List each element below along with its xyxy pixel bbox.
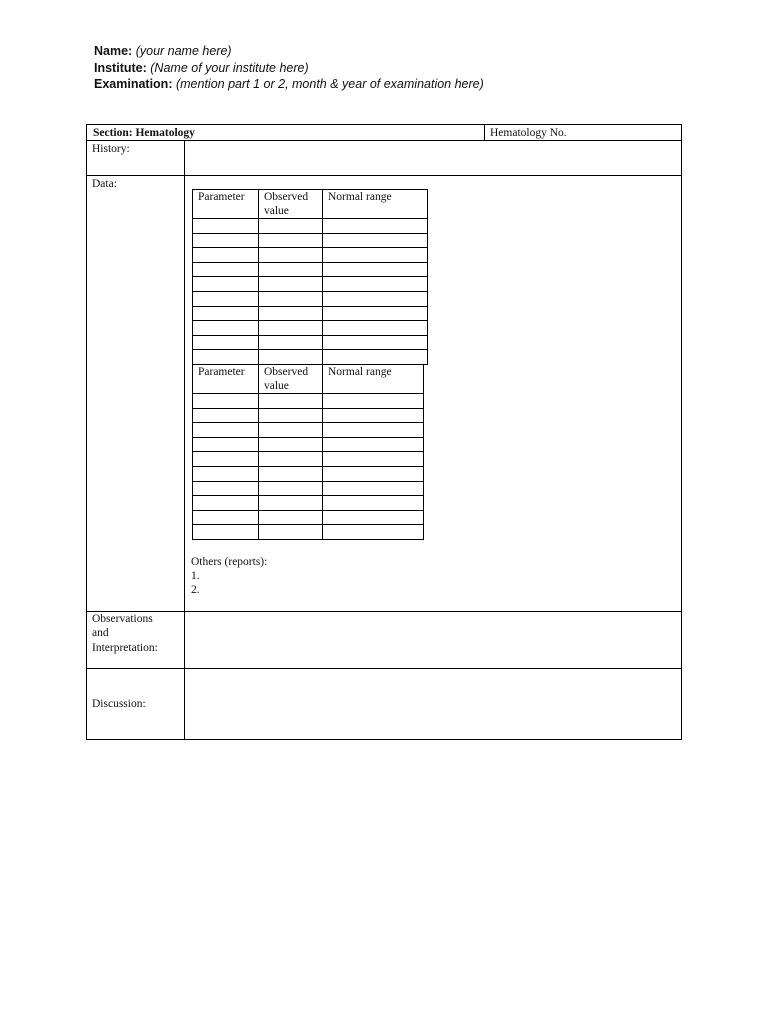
- table-cell: [259, 496, 323, 511]
- table-cell: [193, 423, 259, 438]
- table-row: [193, 248, 428, 263]
- table-2-body: [193, 394, 424, 540]
- table-row: [193, 291, 428, 306]
- observations-label-2: and: [92, 627, 109, 639]
- table-cell: [193, 437, 259, 452]
- table-cell: [193, 452, 259, 467]
- table-row: [193, 466, 424, 481]
- data-label: Data:: [92, 178, 117, 190]
- table-row: [193, 423, 424, 438]
- table-cell: [259, 335, 323, 350]
- table-cell: [193, 350, 259, 365]
- name-value: (your name here): [135, 44, 232, 58]
- table-cell: [193, 248, 259, 263]
- table-cell: [259, 219, 323, 234]
- table-row: [193, 350, 428, 365]
- table-cell: [259, 466, 323, 481]
- table-cell: [193, 335, 259, 350]
- table-cell: [323, 233, 428, 248]
- table-cell: [193, 219, 259, 234]
- col-observed-value: [259, 190, 323, 219]
- table-cell: [323, 262, 428, 277]
- divider-data-row: [86, 611, 682, 612]
- table-cell: [323, 248, 428, 263]
- others-item-2: 2.: [191, 584, 200, 596]
- parameter-table-1: [192, 189, 428, 365]
- col-observed-line2: value: [264, 205, 289, 217]
- hematology-no-label: Hematology No.: [490, 127, 567, 139]
- examination-value: (mention part 1 or 2, month & year of examination here): [175, 77, 484, 91]
- table-cell: [193, 262, 259, 277]
- table-cell: [259, 262, 323, 277]
- table-cell: [323, 277, 428, 292]
- table-cell: [323, 408, 424, 423]
- table-cell: [259, 291, 323, 306]
- institute-value: (Name of your institute here): [150, 61, 309, 75]
- table-cell: [323, 466, 424, 481]
- col-parameter: Parameter: [193, 365, 259, 394]
- table-cell: [193, 510, 259, 525]
- table-cell: [193, 481, 259, 496]
- name-line: [94, 43, 232, 59]
- table-row: [193, 335, 428, 350]
- table-cell: [323, 496, 424, 511]
- examination-label: Examination:: [94, 77, 173, 91]
- table-cell: [259, 452, 323, 467]
- observations-label-1: Observations: [92, 613, 153, 625]
- table-row: [193, 525, 424, 540]
- table-cell: [193, 408, 259, 423]
- history-label: History:: [92, 143, 130, 155]
- table-header-row: [193, 365, 424, 394]
- institute-line: [94, 60, 309, 76]
- section-label: Section: Hematology: [93, 127, 195, 139]
- discussion-label: Discussion:: [92, 698, 146, 710]
- institute-label: Institute:: [94, 61, 147, 75]
- table-cell: [323, 394, 424, 409]
- others-item-1: 1.: [191, 570, 200, 582]
- table-cell: [193, 233, 259, 248]
- table-cell: [259, 306, 323, 321]
- table-1-body: [193, 219, 428, 365]
- table-row: [193, 306, 428, 321]
- table-cell: [259, 248, 323, 263]
- table-cell: [259, 350, 323, 365]
- table-cell: [323, 350, 428, 365]
- table-cell: [323, 452, 424, 467]
- table-cell: [259, 394, 323, 409]
- table-row: [193, 437, 424, 452]
- table-cell: [323, 437, 424, 452]
- col-parameter: Parameter: [193, 190, 259, 219]
- table-cell: [193, 306, 259, 321]
- table-row: [193, 262, 428, 277]
- table-cell: [193, 394, 259, 409]
- col-observed-line2: value: [264, 380, 289, 392]
- table-cell: [259, 277, 323, 292]
- divider-history-row: [86, 175, 682, 176]
- table-row: [193, 510, 424, 525]
- table-cell: [193, 496, 259, 511]
- examination-line: [94, 76, 484, 92]
- table-cell: [259, 233, 323, 248]
- table-cell: [323, 306, 428, 321]
- divider-hematology-no: [484, 124, 485, 140]
- table-header-row: [193, 190, 428, 219]
- table-cell: [323, 321, 428, 336]
- table-cell: [323, 335, 428, 350]
- table-cell: [259, 423, 323, 438]
- table-cell: [323, 481, 424, 496]
- table-cell: [193, 525, 259, 540]
- table-row: [193, 496, 424, 511]
- table-cell: [323, 510, 424, 525]
- col-normal-range: Normal range: [323, 365, 424, 394]
- table-cell: [193, 321, 259, 336]
- table-cell: [193, 291, 259, 306]
- col-observed-value: [259, 365, 323, 394]
- table-row: [193, 408, 424, 423]
- parameter-table-2: [192, 364, 424, 540]
- table-row: [193, 452, 424, 467]
- table-cell: [259, 525, 323, 540]
- col-normal-range: Normal range: [323, 190, 428, 219]
- table-cell: [259, 510, 323, 525]
- table-row: [193, 394, 424, 409]
- others-reports-label: Others (reports):: [191, 556, 268, 568]
- divider-section-row: [86, 140, 682, 141]
- table-cell: [193, 277, 259, 292]
- divider-label-column: [184, 140, 185, 740]
- table-row: [193, 277, 428, 292]
- col-observed-line1: Observed: [264, 366, 309, 378]
- table-row: [193, 219, 428, 234]
- table-cell: [323, 525, 424, 540]
- table-cell: [259, 481, 323, 496]
- table-cell: [323, 219, 428, 234]
- table-cell: [323, 291, 428, 306]
- table-cell: [259, 437, 323, 452]
- table-row: [193, 321, 428, 336]
- table-cell: [259, 321, 323, 336]
- table-cell: [259, 408, 323, 423]
- table-row: [193, 233, 428, 248]
- table-row: [193, 481, 424, 496]
- table-cell: [193, 466, 259, 481]
- table-cell: [323, 423, 424, 438]
- divider-observations-row: [86, 668, 682, 669]
- observations-label-3: Interpretation:: [92, 642, 158, 654]
- name-label: Name:: [94, 44, 133, 58]
- col-observed-line1: Observed: [264, 191, 309, 203]
